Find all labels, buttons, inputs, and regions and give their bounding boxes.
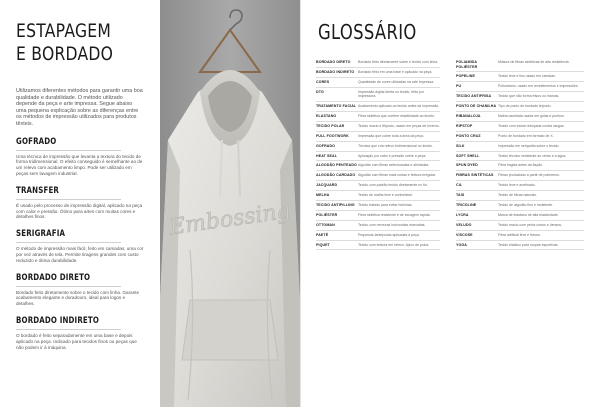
- glossary-definition: Algodão com fibras mais curtas e textura irregular.: [358, 173, 437, 178]
- glossary-entry: [316, 231, 440, 241]
- glossary-entry: [316, 78, 440, 88]
- glossary-term: TRATAMENTO FACIAL: [316, 104, 357, 109]
- glossary-definition: Tecido tratado para evitar bolinhas.: [358, 202, 413, 207]
- glossary-definition: Tecido com nervuras horizontais marcadas.: [358, 222, 426, 227]
- glossary-entry: [456, 82, 584, 92]
- glossary-term: RIPSTOP: [456, 123, 473, 128]
- glossary-term: BORDADO DIRETO: [316, 60, 351, 64]
- glossary-entry: [316, 152, 440, 162]
- glossary-entry: [456, 201, 584, 211]
- glossary-definition: Impressão que cobre toda a área da peça.: [358, 133, 424, 138]
- glossary-definition: Bordado feito diretamente sobre o tecido com linha.: [358, 60, 439, 64]
- glossary-entry: [316, 122, 440, 132]
- glossary-term: ELASTANO: [316, 113, 337, 118]
- glossary-term: TRICOLINE: [456, 202, 477, 207]
- glossary-term: BORDADO INDIRETO: [316, 69, 355, 74]
- section-title: GOFRADO: [16, 137, 121, 151]
- glossary-definition: Bordado feito em uma base e aplicado na peça.: [358, 69, 433, 74]
- glossary-entry: [316, 161, 440, 171]
- glossary-entry: [316, 241, 440, 251]
- glossary-definition: Algodão com fibras selecionadas e alinhadas.: [358, 163, 430, 168]
- left-page: [16, 20, 144, 350]
- glossary-definition: Acabamento aplicado ao tecido antes da impressão.: [358, 104, 440, 109]
- glossary-term: VELUDO: [456, 222, 472, 227]
- glossary-term: ALGODÃO PENTEADO: [316, 163, 357, 168]
- spine-divider: [300, 0, 301, 407]
- glossary-entry: [456, 112, 584, 122]
- glossary-definition: Aplicação por calor e pressão sobre a peça.: [358, 153, 427, 158]
- glossary-term: YOGA: [456, 242, 467, 247]
- glossary-definition: Tecido com textura em relevo, típico de polos.: [358, 242, 430, 247]
- glossary-term: RIBANALOJA: [456, 113, 481, 118]
- glossary-entry: [456, 241, 584, 251]
- glossary-definition: Mistura de fibras sintéticas de alta resistência.: [498, 60, 570, 64]
- glossary-entry: [456, 58, 584, 72]
- section-title: BORDADO INDIRETO: [16, 316, 121, 330]
- glossary-entry: [316, 68, 440, 78]
- section-text: Uma técnica de impressão que levanta a textura do tecido de forma tridimensional. O efeito conseguido é semelhante ao de um relevo com acabamento limpo. Pode ser utilizado em peças sem lavagem industrial.: [16, 153, 143, 176]
- glossary-entry: [316, 132, 440, 142]
- glossary-entry: [456, 221, 584, 231]
- glossary-entry: [456, 191, 584, 201]
- glossary-term: TECIDO ANTIFRISA: [456, 94, 492, 99]
- glossary-entry: [316, 181, 440, 191]
- glossary-term: PU: [456, 84, 462, 89]
- glossary-definition: Fibra artificial leve e fresca.: [498, 232, 541, 237]
- section-bordado-direto: [16, 273, 144, 307]
- glossary-definition: Tecido com trama reforçada contra rasgos.: [498, 123, 565, 128]
- glossary-term: TAIS: [456, 193, 465, 198]
- glossary-definition: Tecido com padrão tecido diretamente no fio.: [358, 183, 428, 188]
- glossary-entry: [456, 231, 584, 241]
- page-title: [16, 20, 121, 66]
- glossary-entry: [456, 92, 584, 102]
- glossary-term: LYCRA: [456, 212, 469, 217]
- glossary-definition: Poliuretano, usado em revestimentos e impressões.: [498, 84, 579, 89]
- glossary-entry: [316, 112, 440, 122]
- glossary-definition: Técnica que cria relevo tridimensional no tecido.: [358, 143, 433, 148]
- glossary-term: SOFT SHELL: [456, 153, 480, 158]
- glossary-column-2: [456, 58, 584, 250]
- glossary-term: TECIDO ANTIPILLING: [316, 202, 355, 207]
- glossary-definition: Fibras produzidas a partir de polímeros.: [498, 173, 560, 178]
- section-text: É usado pelo processo de impressão digital, aplicado na peça com calor e pressão. Ótimo para artes com muitas cores e detalhes finos.: [16, 202, 143, 220]
- glossary-definition: Tecido macio com pelos curtos e densos.: [498, 222, 563, 227]
- glossary-term: POPELINE: [456, 74, 475, 79]
- glossary-entry: [456, 171, 584, 181]
- glossary-entry: [316, 211, 440, 221]
- glossary-definition: Pequenas lantejoulas aplicadas à peça.: [358, 232, 420, 237]
- glossary-definition: Fibra sintética que confere elasticidade ao tecido.: [358, 113, 435, 118]
- glossary-definition: Fibra sintética resistente e de secagem rápida.: [358, 212, 431, 217]
- glossary-entry: [316, 142, 440, 152]
- glossary-term: HEAT SEAL: [316, 153, 337, 158]
- glossary-term: DTG: [316, 89, 324, 94]
- hoodie-illustration: [160, 0, 300, 407]
- glossary-definition: Malha canelada usada em golas e punhos.: [498, 113, 565, 118]
- glossary-entry: [456, 152, 584, 162]
- glossary-term: JACQUARD: [316, 183, 338, 188]
- glossary-definition: Impressão digital direta no tecido, feita por impressora.: [358, 89, 424, 99]
- glossary-term: TECIDO POLAR: [316, 123, 345, 128]
- glossary-definition: Tecido técnico resistente ao vento e à água.: [498, 153, 567, 158]
- section-title: TRANSFER: [16, 186, 121, 200]
- glossary-definition: Tecido leve e liso usado em camisas.: [498, 74, 556, 79]
- section-text: Bordado feito diretamente sobre o tecido com linha. Garante acabamento elegante e duradouro, ideal para logos e detalhes.: [16, 289, 140, 307]
- glossary-term: FULL FOOTWORK: [316, 133, 349, 138]
- glossary-term: SPUN DYED: [456, 163, 478, 168]
- glossary-entry: [456, 132, 584, 142]
- section-transfer: [16, 186, 144, 220]
- glossary-definition: Tecido macio e felpudo, usado em peças de inverno.: [358, 123, 440, 128]
- glossary-term: FIBRAS SINTÉTICAS: [456, 173, 494, 178]
- glossary-entry: [456, 122, 584, 132]
- glossary-definition: Fibra tingida antes da fiação.: [498, 163, 543, 168]
- glossary-term: VISCOSE: [456, 232, 473, 237]
- section-title: BORDADO DIRETO: [16, 273, 121, 287]
- section-title: SERIGRAFIA: [16, 229, 121, 243]
- glossary-term: PAETÊ: [316, 232, 329, 237]
- glossary-term: POLIÉSTER: [316, 212, 338, 217]
- glossary-definition: Impressão em serigrafia sobre o tecido.: [498, 143, 560, 148]
- glossary-entry: [456, 102, 584, 112]
- title-line-2: E BORDADO: [16, 43, 114, 65]
- glossary-definition: Tecido de fibras naturais.: [498, 193, 537, 198]
- section-serigrafia: [16, 229, 144, 263]
- glossary-entry: [456, 72, 584, 82]
- title-line-1: ESTAPAGEM: [16, 20, 112, 42]
- section-gofrado: [16, 137, 144, 177]
- glossary-definition: Tipo de ponto de bordado felpudo.: [498, 104, 552, 109]
- glossary-definition: Ponto de bordado em formato de X.: [498, 133, 554, 138]
- embroidery-text: Embossing: [167, 198, 293, 241]
- glossary-definition: Tecido elástico para roupas esportivas.: [498, 242, 559, 247]
- glossary-entry: [316, 221, 440, 231]
- glossary-term: SILK: [456, 143, 465, 148]
- glossary-definition: Tecido de malha leve e confortável.: [358, 193, 413, 198]
- glossary-entry: [316, 171, 440, 181]
- section-text: O bordado é feito separadamente em uma base e depois aplicado na peça. Indicado para tecidos finos ou peças que não podem ir à máquina.: [16, 332, 137, 350]
- glossary-entry: [316, 201, 440, 211]
- glossary-definition: Quantidade de cores utilizadas na arte impressa.: [358, 79, 435, 84]
- glossary-entry: [316, 102, 440, 112]
- glossary-definition: Tecido que não forma frisos ou marcas.: [498, 94, 560, 99]
- glossary-entry: [316, 88, 440, 102]
- glossary-term: OTTOMAN: [316, 222, 335, 227]
- glossary-column-1: [316, 58, 440, 250]
- glossary-term: PIQUET: [316, 242, 330, 247]
- section-bordado-indireto: [16, 316, 144, 350]
- glossary-term: ALGODÃO CARDADO: [316, 173, 356, 178]
- glossary-term: PONTO DE CHANILHA: [456, 104, 497, 109]
- glossary-title: GLOSSÁRIO: [318, 20, 417, 44]
- glossary-entry: [456, 142, 584, 152]
- glossary-definition: Tecido leve e acetinado.: [498, 183, 536, 188]
- section-text: O método de impressão mais fácil, feito em camadas, uma cor por vez através de tela. Permite tiragens grandes com custo reduzido e ótima durabilidade.: [16, 246, 144, 263]
- glossary-term: GOFRADO: [316, 143, 336, 148]
- glossary-entry: [316, 58, 440, 68]
- glossary-term: MELHA: [316, 193, 330, 198]
- glossary-entry: [456, 181, 584, 191]
- glossary-term: PONTO CRUZ: [456, 133, 481, 138]
- glossary-entry: [316, 191, 440, 201]
- glossary-term: CIL: [456, 183, 463, 188]
- glossary-term: POLIAMIDA POLIÉSTER: [456, 60, 478, 69]
- glossary-entry: [456, 161, 584, 171]
- glossary-definition: Tecido de algodão fino e resistente.: [498, 202, 554, 207]
- glossary-entry: [456, 211, 584, 221]
- glossary-definition: Marca de elastano de alta elasticidade.: [498, 212, 559, 217]
- intro-paragraph: Utilizamos diferentes métodos para garantir uma boa qualidade e durabilidade. O método utilizado depende da peça e arte impressa. Segue abaixo uma pequena explicação sobre as diferenças entre os métodos de impressão utilizados para produtos têxteis.: [16, 88, 143, 127]
- hoodie-photo: [160, 0, 300, 407]
- glossary-term: CORES: [316, 79, 330, 84]
